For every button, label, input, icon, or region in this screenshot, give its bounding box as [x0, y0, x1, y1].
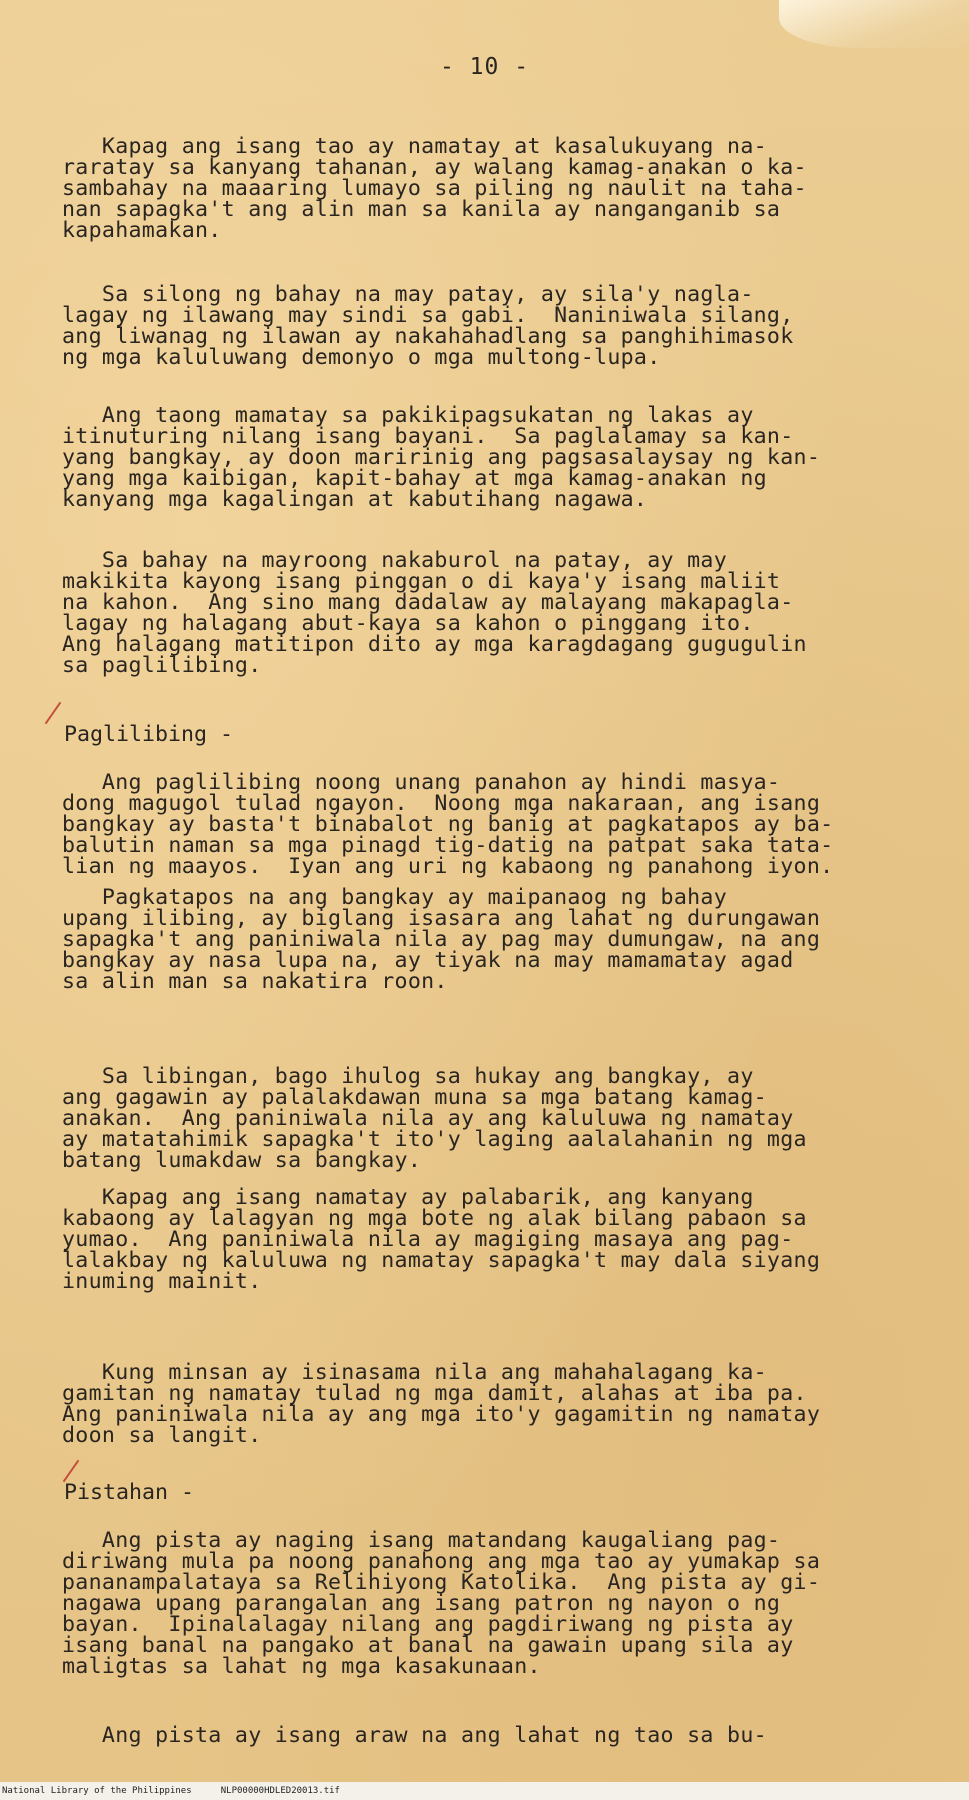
heading-pistahan: Pistahan -: [64, 1480, 195, 1505]
scan-footer: [0, 1782, 969, 1800]
paragraph-11: Ang pista ay isang araw na ang lahat ng tao sa bu-: [62, 1723, 767, 1748]
heading-paglilibing: Paglilibing -: [64, 722, 234, 747]
red-check-mark: [45, 702, 62, 724]
paragraph-9: Kung minsan ay isinasama nila ang mahahalagang ka- gamitan ng namatay tulad ng mga damit, alahas at iba pa. Ang paniniwala nila ay ang mga ito'y gagamitin ng namatay doon sa langit.: [62, 1360, 821, 1448]
footer-file-id: NLP00000HDLED20013.tif: [220, 1786, 340, 1796]
page-fold-shadow: [779, 0, 969, 48]
paragraph-3: Ang taong mamatay sa pakikipagsukatan ng lakas ay itinuturing nilang isang bayani. Sa paglalamay sa kan- yang bangkay, ay doon maririnig ang pagsasalaysay ng kan- yang mga kaibigan, kapit-bahay at mga kamag-anakan ng kanyang mga kagalingan at kabutihang nagawa.: [62, 403, 821, 512]
page-number: - 10 -: [439, 54, 530, 80]
paragraph-8: Kapag ang isang namatay ay palabarik, ang kanyang kabaong ay lalagyan ng mga bote ng alak bilang pabaon sa yumao. Ang paniniwala nila ay magiging masaya ang pag- lalakbay ng kaluluwa ng namatay sapagka't may dala siyang inuming mainit.: [62, 1185, 821, 1294]
red-check-mark: [63, 1460, 80, 1482]
paragraph-5: Ang paglilibing noong unang panahon ay hindi masya- dong magugol tulad ngayon. Noong mga nakaraan, ang isang bangkay ay basta't binabalot ng banig at pagkatapos ay ba- balutin naman sa mga pinagd tig-datig na patpat saka tata- lian ng maayos. Iyan ang uri ng kabaong ng panahong iyon.: [62, 770, 834, 879]
paragraph-6: Pagkatapos na ang bangkay ay maipanaog ng bahay upang ilibing, ay biglang isasara ang lahat ng durungawan sapagka't ang paniniwala nila ay pag may dumungaw, na ang bangkay ay nasa lupa na, ay tiyak na may mamamatay agad sa alin man sa nakatira roon.: [62, 885, 821, 994]
paragraph-1: Kapag ang isang tao ay namatay at kasalukuyang na- raratay sa kanyang tahanan, ay walang kamag-anakan o ka- sambahay na maaaring lumayo sa piling ng naulit na taha- nan sapagka't ang alin man sa kanila ay nanganganib sa kapahamakan.: [62, 134, 807, 243]
footer-library: National Library of the Philippines: [2, 1786, 192, 1796]
paragraph-10: Ang pista ay naging isang matandang kaugaliang pag- diriwang mula pa noong panahong ang mga tao ay yumakap sa pananampalataya sa Relihiyong Katolika. Ang pista ay gi- nagawa upang parangalan ang isang patron ng nayon o ng bayan. Ipinalalagay nilang ang pagdiriwang ng pista ay isang banal na pangako at banal na gawain upang sila ay maligtas sa lahat ng mga kasakunaan.: [62, 1528, 821, 1679]
paragraph-2: Sa silong ng bahay na may patay, ay sila'y nagla- lagay ng ilawang may sindi sa gabi. Naniniwala silang, ang liwanag ng ilawan ay nakahahadlang sa panghihimasok ng mga kaluluwang demonyo o mga multong-lupa.: [62, 282, 794, 370]
paragraph-7: Sa libingan, bago ihulog sa hukay ang bangkay, ay ang gagawin ay palalakdawan muna sa mga batang kamag- anakan. Ang paniniwala nila ay ang kaluluwa ng namatay ay matatahimik sapagka't ito'y laging aalalahanin ng mga batang lumakdaw sa bangkay.: [62, 1064, 807, 1173]
paragraph-4: Sa bahay na mayroong nakaburol na patay, ay may makikita kayong isang pinggan o di kaya'y isang maliit na kahon. Ang sino mang dadalaw ay malayang makapagla- lagay ng halagang abut-kaya sa kahon o pinggang ito. Ang halagang matitipon dito ay mga karagdagang gugugulin sa paglilibing.: [62, 548, 807, 678]
